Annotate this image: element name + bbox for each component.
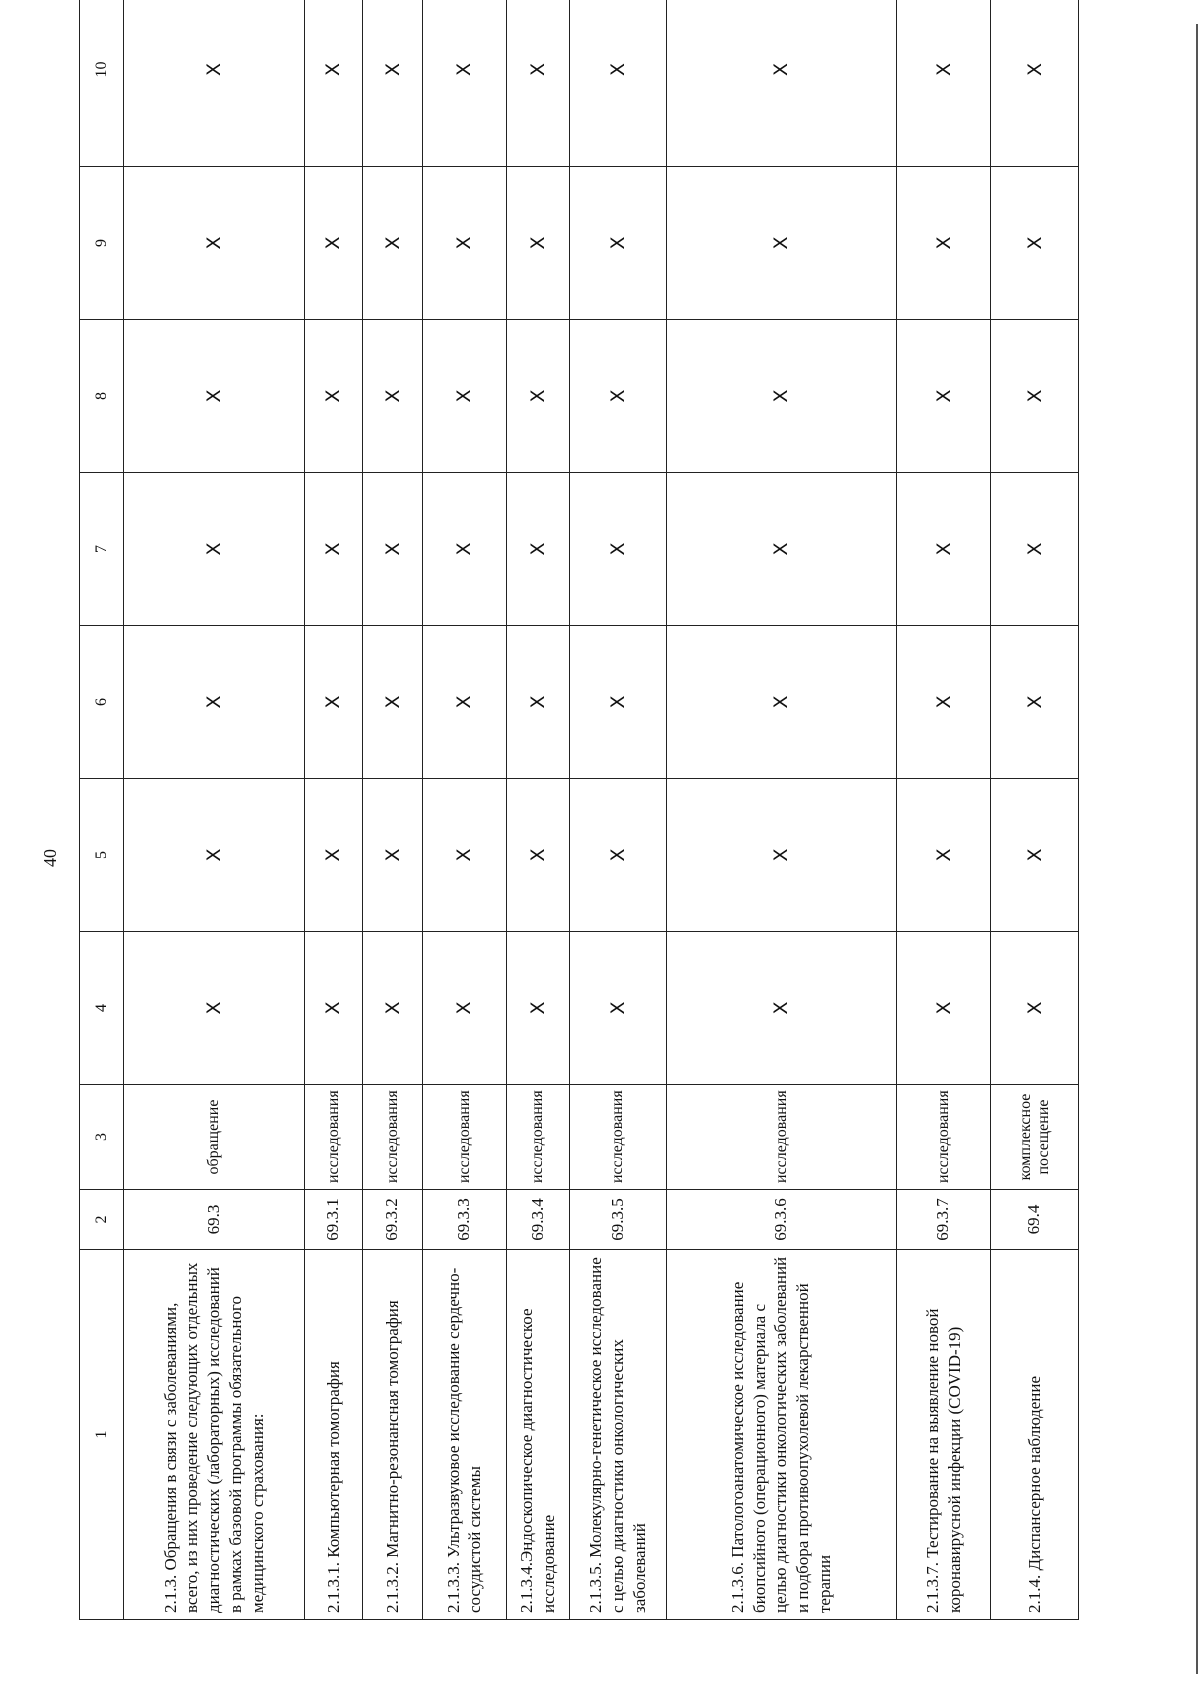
cross-mark: X [666, 932, 896, 1085]
cross-mark: X [991, 779, 1079, 932]
cross-mark: X [304, 932, 362, 1085]
row-unit: исследования [423, 1085, 506, 1190]
cross-mark: X [304, 626, 362, 779]
table-row [124, 0, 305, 1620]
cross-mark: X [991, 626, 1079, 779]
table-row [991, 0, 1079, 1620]
row-code: 69.3.3 [423, 1190, 506, 1250]
rotated-table-container [79, 23, 1079, 1620]
cross-mark: X [506, 932, 570, 1085]
cross-mark: X [896, 167, 990, 320]
table-row [570, 0, 666, 1620]
row-code: 69.3.1 [304, 1190, 362, 1250]
row-unit: исследования [666, 1085, 896, 1190]
row-name: 2.1.3.6. Патологоанатомическое исследование биопсийного (операционного) материала с целью диагностики онкологических заболеваний и подбора противоопухолевой лекарственной терапии [666, 1250, 896, 1620]
cross-mark: X [304, 167, 362, 320]
cross-mark: X [666, 626, 896, 779]
row-name: 2.1.3.5. Молекулярно-генетическое исследование с целью диагностики онкологических заболеваний [570, 1250, 666, 1620]
cross-mark: X [506, 626, 570, 779]
table-row [304, 0, 362, 1620]
row-name: 2.1.3.1. Компьютерная томография [304, 1250, 362, 1620]
cross-mark: X [363, 932, 423, 1085]
cross-mark: X [666, 320, 896, 473]
cross-mark: X [506, 0, 570, 167]
cross-mark: X [363, 626, 423, 779]
row-code: 69.3.2 [363, 1190, 423, 1250]
cross-mark: X [124, 320, 305, 473]
scan-edge-line [1196, 24, 1198, 1674]
cross-mark: X [124, 167, 305, 320]
cross-mark: X [124, 779, 305, 932]
cross-mark: X [124, 0, 305, 167]
cross-mark: X [506, 779, 570, 932]
row-unit: исследования [506, 1085, 570, 1190]
cross-mark: X [363, 167, 423, 320]
column-number-row [80, 0, 124, 1620]
cross-mark: X [896, 779, 990, 932]
cross-mark: X [896, 0, 990, 167]
column-header: 9 [80, 167, 124, 320]
column-header: 5 [80, 779, 124, 932]
cross-mark: X [124, 932, 305, 1085]
cross-mark: X [423, 473, 506, 626]
cross-mark: X [304, 779, 362, 932]
cross-mark: X [666, 167, 896, 320]
row-unit: исследования [896, 1085, 990, 1190]
cross-mark: X [506, 320, 570, 473]
cross-mark: X [506, 473, 570, 626]
row-code: 69.3.7 [896, 1190, 990, 1250]
cross-mark: X [991, 932, 1079, 1085]
cross-mark: X [124, 473, 305, 626]
cross-mark: X [570, 0, 666, 167]
row-code: 69.3.6 [666, 1190, 896, 1250]
cross-mark: X [991, 473, 1079, 626]
row-name: 2.1.3.7. Тестирование на выявление новой коронавирусной инфекции (COVID-19) [896, 1250, 990, 1620]
column-header: 8 [80, 320, 124, 473]
cross-mark: X [991, 0, 1079, 167]
cross-mark: X [423, 167, 506, 320]
row-unit: исследования [570, 1085, 666, 1190]
column-header: 2 [80, 1190, 124, 1250]
row-code: 69.3 [124, 1190, 305, 1250]
column-header: 6 [80, 626, 124, 779]
cross-mark: X [666, 0, 896, 167]
cross-mark: X [666, 473, 896, 626]
row-name: 2.1.3. Обращения в связи с заболеваниями, всего, из них проведение следующих отдельных диагностических (лабораторных) исследований в рамках базовой программы обязательного медицинского страхования: [124, 1250, 305, 1620]
cross-mark: X [304, 473, 362, 626]
column-header: 1 [80, 1250, 124, 1620]
cross-mark: X [570, 167, 666, 320]
data-table [79, 0, 1079, 1620]
cross-mark: X [570, 932, 666, 1085]
cross-mark: X [423, 626, 506, 779]
table-row [506, 0, 570, 1620]
cross-mark: X [570, 473, 666, 626]
column-header: 4 [80, 932, 124, 1085]
cross-mark: X [991, 320, 1079, 473]
column-header: 10 [80, 0, 124, 167]
cross-mark: X [423, 779, 506, 932]
row-unit: обращение [124, 1085, 305, 1190]
row-unit: комплексное посещение [991, 1085, 1079, 1190]
cross-mark: X [363, 473, 423, 626]
cross-mark: X [124, 626, 305, 779]
column-header: 7 [80, 473, 124, 626]
cross-mark: X [991, 167, 1079, 320]
row-name: 2.1.3.2. Магнитно-резонансная томография [363, 1250, 423, 1620]
cross-mark: X [506, 167, 570, 320]
table-row [896, 0, 990, 1620]
cross-mark: X [570, 626, 666, 779]
cross-mark: X [363, 320, 423, 473]
row-name: 2.1.4. Диспансерное наблюдение [991, 1250, 1079, 1620]
page-number: 40 [40, 849, 60, 867]
row-unit: исследования [304, 1085, 362, 1190]
row-code: 69.3.4 [506, 1190, 570, 1250]
cross-mark: X [896, 473, 990, 626]
cross-mark: X [363, 0, 423, 167]
row-name: 2.1.3.3. Ультразвуковое исследование сердечно-сосудистой системы [423, 1250, 506, 1620]
column-header: 3 [80, 1085, 124, 1190]
cross-mark: X [423, 0, 506, 167]
cross-mark: X [304, 320, 362, 473]
cross-mark: X [423, 932, 506, 1085]
table-row [423, 0, 506, 1620]
row-unit: исследования [363, 1085, 423, 1190]
cross-mark: X [896, 626, 990, 779]
row-code: 69.4 [991, 1190, 1079, 1250]
cross-mark: X [304, 0, 362, 167]
cross-mark: X [363, 779, 423, 932]
cross-mark: X [570, 779, 666, 932]
table-row [666, 0, 896, 1620]
row-code: 69.3.5 [570, 1190, 666, 1250]
cross-mark: X [423, 320, 506, 473]
cross-mark: X [570, 320, 666, 473]
row-name: 2.1.3.4.Эндоскопическое диагностическое исследование [506, 1250, 570, 1620]
table-row [363, 0, 423, 1620]
cross-mark: X [896, 932, 990, 1085]
cross-mark: X [896, 320, 990, 473]
cross-mark: X [666, 779, 896, 932]
